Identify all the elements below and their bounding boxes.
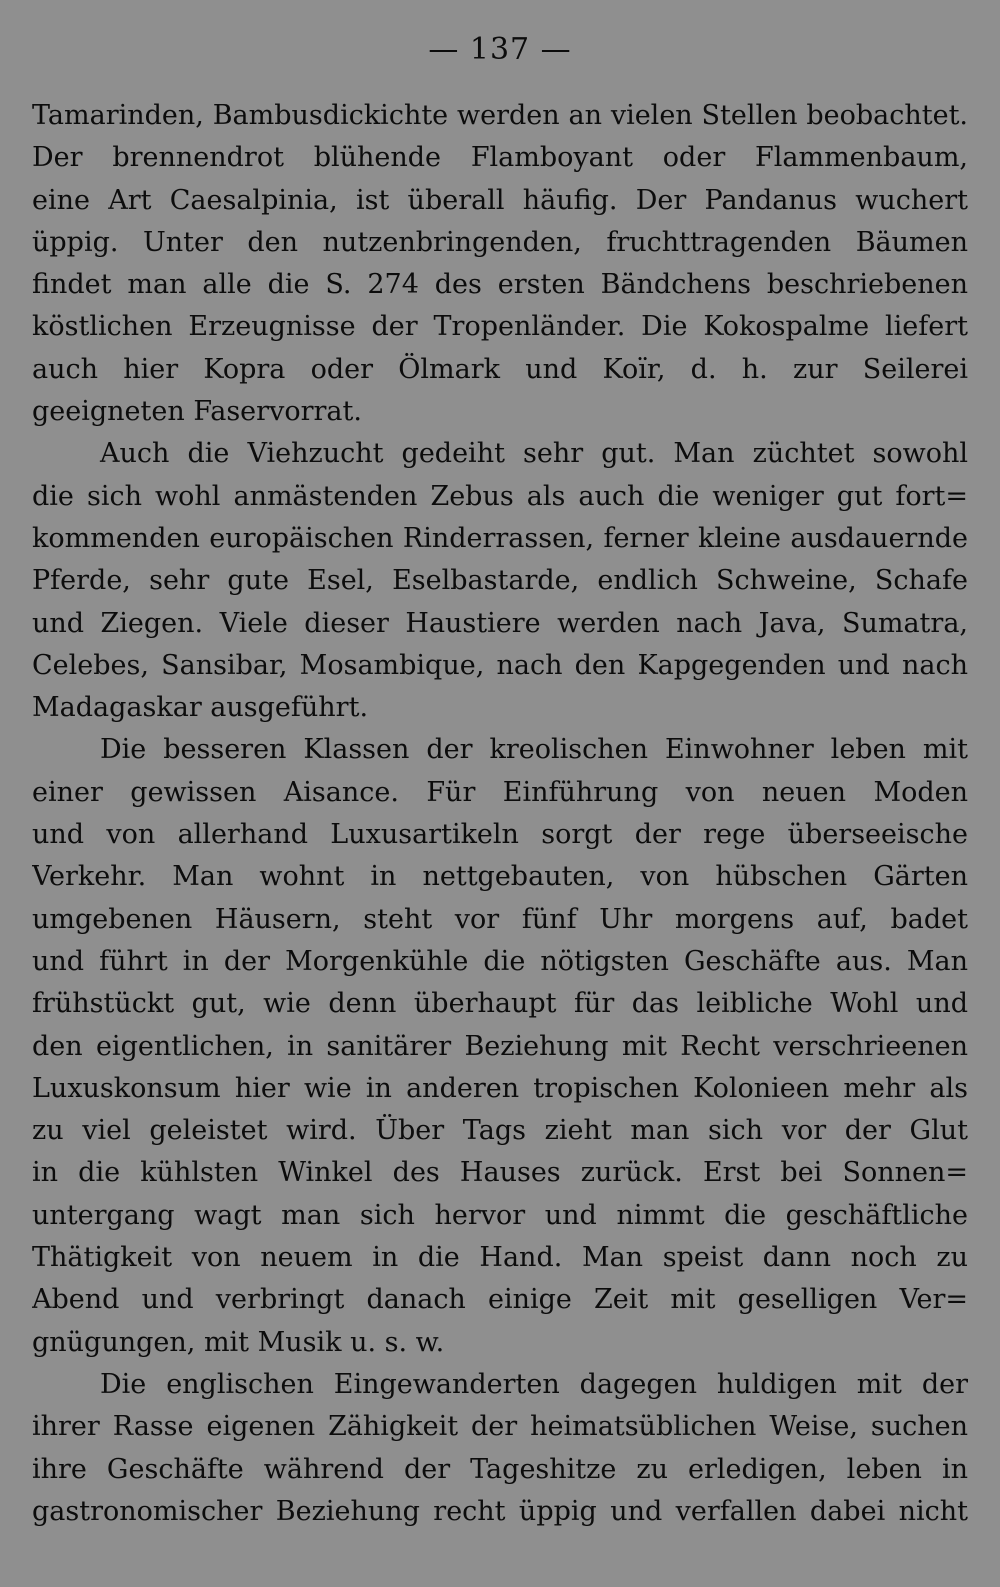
text-line: Die besseren Klassen der kreolischen Einwohner leben mit	[100, 734, 968, 766]
text-line: gastronomischer Beziehung recht üppig und verfallen dabei nicht	[32, 1495, 968, 1527]
text-line: Madagaskar ausgeführt.	[32, 692, 369, 724]
text-line: Abend und verbringt danach einige Zeit mit geselligen Ver=	[32, 1284, 968, 1316]
text-line: ihre Geschäfte während der Tageshitze zu erledigen, leben in	[32, 1453, 968, 1485]
text-line: Der brennendrot blühende Flamboyant oder Flammenbaum,	[32, 142, 968, 174]
text-line: die sich wohl anmästenden Zebus als auch die weniger gut fort=	[32, 480, 968, 512]
text-line: gnügungen, mit Musik u. s. w.	[32, 1326, 445, 1358]
text-line: umgebenen Häusern, steht vor fünf Uhr morgens auf, badet	[32, 903, 968, 935]
text-line: einer gewissen Aisance. Für Einführung von neuen Moden	[32, 776, 968, 808]
text-line: Auch die Viehzucht gedeiht sehr gut. Man züchtet sowohl	[100, 438, 968, 470]
text-line: zu viel geleistet wird. Über Tags zieht man sich vor der Glut	[32, 1115, 968, 1147]
text-line: den eigentlichen, in sanitärer Beziehung mit Recht verschrieenen	[32, 1030, 968, 1062]
text-line: Die englischen Eingewanderten dagegen huldigen mit der	[100, 1368, 968, 1400]
text-line: üppig. Unter den nutzenbringenden, fruchttragenden Bäumen	[32, 226, 968, 258]
text-line: kommenden europäischen Rinderrassen, ferner kleine ausdauernde	[32, 522, 968, 554]
text-line: frühstückt gut, wie denn überhaupt für das leibliche Wohl und	[32, 988, 968, 1020]
text-line: und Ziegen. Viele dieser Haustiere werden nach Java, Sumatra,	[32, 607, 968, 639]
text-line: in die kühlsten Winkel des Hauses zurück. Erst bei Sonnen=	[32, 1157, 968, 1189]
body-text	[32, 95, 968, 1533]
text-line: untergang wagt man sich hervor und nimmt die geschäftliche	[32, 1199, 968, 1231]
page-number: — 137 —	[428, 32, 572, 67]
text-line: eine Art Caesalpinia, ist überall häufig. Der Pandanus wuchert	[32, 184, 968, 216]
text-line: Thätigkeit von neuem in die Hand. Man speist dann noch zu	[32, 1242, 968, 1274]
text-line: Verkehr. Man wohnt in nettgebauten, von hübschen Gärten	[32, 861, 968, 893]
text-line: ihrer Rasse eigenen Zähigkeit der heimatsüblichen Weise, suchen	[32, 1411, 968, 1443]
text-line: Pferde, sehr gute Esel, Eselbastarde, endlich Schweine, Schafe	[32, 565, 968, 597]
text-line: und führt in der Morgenkühle die nötigsten Geschäfte aus. Man	[32, 945, 968, 977]
text-line: findet man alle die S. 274 des ersten Bändchens beschriebenen	[32, 269, 968, 301]
text-line: geeigneten Faservorrat.	[32, 396, 362, 428]
text-line: Luxuskonsum hier wie in anderen tropischen Kolonieen mehr als	[32, 1072, 968, 1104]
text-line: Celebes, Sansibar, Mosambique, nach den Kapgegenden und nach	[32, 649, 968, 681]
text-line: und von allerhand Luxusartikeln sorgt der rege überseeische	[32, 819, 968, 851]
text-line: auch hier Kopra oder Ölmark und Koïr, d. h. zur Seilerei	[32, 353, 968, 385]
text-line: Tamarinden, Bambusdickichte werden an vielen Stellen beobachtet.	[32, 100, 968, 131]
text-line: köstlichen Erzeugnisse der Tropenländer. Die Kokospalme liefert	[32, 311, 968, 343]
